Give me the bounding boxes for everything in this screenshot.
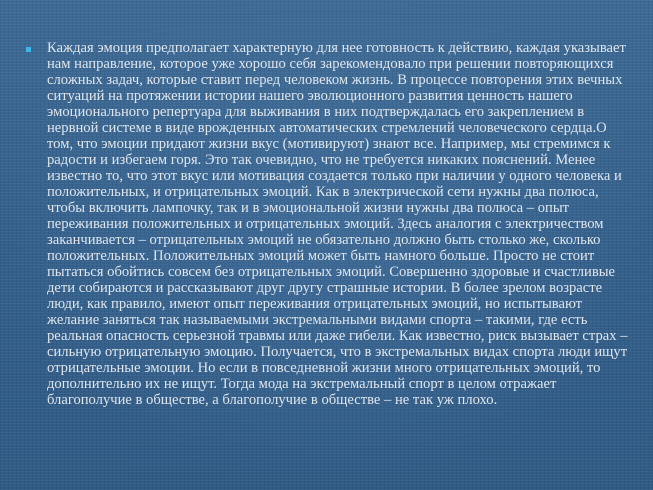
slide-content bbox=[26, 40, 630, 408]
body-paragraph: Каждая эмоция предполагает характерную для нее готовность к действию, каждая указывает нам направление, которое уже хорошо себя зарекомендовало при решении повторяющихся сложных задач, которые ставит перед человеком жизнь. В процессе повторения этих вечных ситуаций на протяжении истории нашего эволюционного развития ценность нашего эмоционального репертуара для выживания в них подтверждалась его закреплением в нервной системе в виде врожденных автоматических стремлений человеческого сердца.О том, что эмоции придают жизни вкус (мотивируют) знают все. Например, мы стремимся к радости и избегаем горя. Это так очевидно, что не требуется никаких пояснений. Менее известно то, что этот вкус или мотивация создается только при наличии у одного человека и положительных, и отрицательных эмоций. Как в электрической сети нужны два полюса, чтобы включить лампочку, так и в эмоциональной жизни нужны два полюса – опыт переживания положительных и отрицательных эмоций. Здесь аналогия с электричеством заканчивается – отрицательных эмоций не обязательно должно быть столько же, сколько положительных. Положительных эмоций может быть намного больше. Просто не стоит пытаться обойтись совсем без отрицательных эмоций. Совершенно здоровые и счастливые дети собираются и рассказывают друг другу страшные истории. В более зрелом возрасте люди, как правило, имеют опыт переживания отрицательных эмоций, но испытывают желание заняться так называемыми экстремальными видами спорта – такими, где есть реальная опасность серьезной травмы или даже гибели. Как известно, риск вызывает страх – сильную отрицательную эмоцию. Получается, что в экстремальных видах спорта люди ищут отрицательные эмоции. Но если в повседневной жизни много отрицательных эмоций, то дополнительно их не ищут. Тогда мода на экстремальный спорт в целом отражает благополучие в обществе, а благополучие в обществе – не так уж плохо. bbox=[47, 40, 628, 408]
bullet-item bbox=[26, 40, 630, 408]
square-bullet-icon bbox=[26, 47, 31, 52]
